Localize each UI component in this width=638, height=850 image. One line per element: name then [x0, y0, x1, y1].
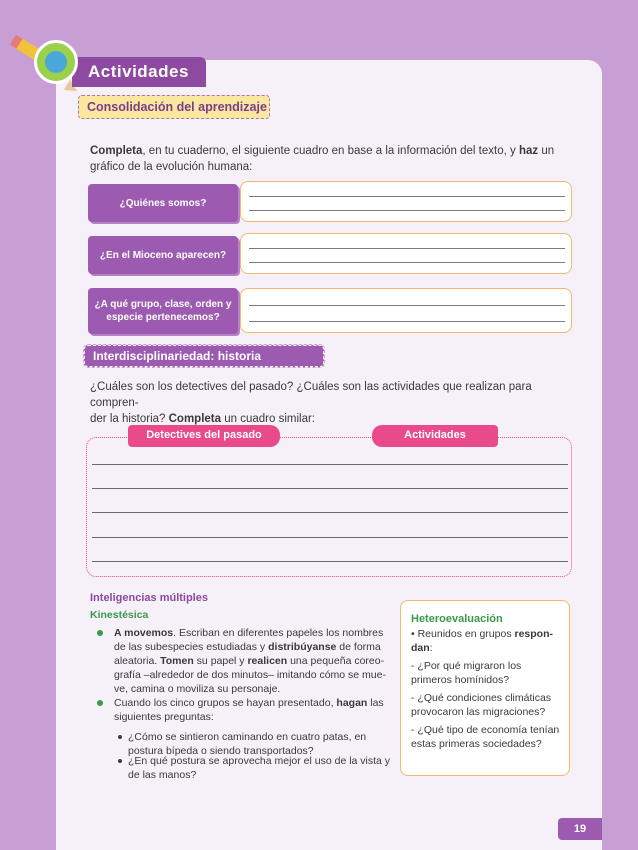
- question-label-line-1: ¿A qué grupo, clase, orden y: [94, 299, 232, 310]
- hetero-question-1: - ¿Por qué migraron los primeros homínidos?: [411, 660, 522, 686]
- bullet-text: siguientes preguntas:: [114, 711, 214, 723]
- interdisciplinary-bold: Completa: [168, 413, 222, 425]
- side-margin: [0, 0, 56, 850]
- table-line[interactable]: [92, 464, 568, 465]
- question-label-line-2: especie pertenecemos?: [106, 312, 220, 323]
- interdisciplinary-text-1: ¿Cuáles son los detectives del pasado? ¿Cuáles son las actividades que realizan para compren-: [90, 381, 532, 409]
- bullet-bold: realicen: [247, 655, 288, 667]
- kinesthetic-subtitle: Kinestésica: [90, 609, 149, 621]
- table-line[interactable]: [92, 537, 568, 538]
- question-box-2: [88, 236, 238, 274]
- hetero-bold: dan: [411, 642, 430, 654]
- bullet-text: grafía –alrededor de dos minutos– imitando cómo se mue-: [114, 669, 386, 681]
- detectives-table: [86, 437, 572, 577]
- answer-box-1[interactable]: [240, 181, 572, 222]
- answer-line: [249, 305, 565, 306]
- intro-bold-1: Completa: [90, 145, 143, 157]
- question-label: ¿Quiénes somos?: [119, 197, 207, 209]
- question-label: ¿En el Mioceno aparecen?: [99, 249, 227, 261]
- question-label: [95, 298, 232, 324]
- bullet-text: ve, camina o moviliza su personaje.: [114, 683, 281, 695]
- hetero-text: • Reunidos en grupos: [411, 628, 515, 640]
- answer-line: [249, 321, 565, 322]
- heteroevaluation-box: [400, 600, 570, 776]
- hetero-bold: respon-: [514, 628, 554, 640]
- bullet-bold: Tomen: [160, 655, 194, 667]
- page-number-label: 19: [573, 823, 587, 835]
- hetero-title: Heteroevaluación: [411, 613, 503, 625]
- activities-title: Actividades: [88, 62, 189, 81]
- column-label: Actividades: [404, 429, 466, 441]
- sub-bullet-2: [128, 754, 394, 782]
- bullet-text: de las manos?: [128, 769, 197, 781]
- question-box-1: [88, 184, 238, 222]
- bullet-text: ¿Cómo se sintieron caminando en cuatro patas, en: [128, 731, 367, 743]
- bullet-text: ¿En qué postura se aprovecha mejor el uso de la vista y: [128, 755, 391, 767]
- intro-bold-2: haz: [518, 145, 539, 157]
- activities-banner: [72, 57, 206, 87]
- section-title: Consolidación del aprendizaje: [87, 100, 267, 114]
- interdisciplinary-text-2: der la historia?: [90, 413, 169, 425]
- intelligences-title: Inteligencias múltiples: [90, 592, 208, 604]
- sub-bullet-icon: [118, 735, 122, 739]
- interdisciplinary-title: Interdisciplinariedad: historia: [93, 349, 262, 363]
- logo-icon: [34, 40, 78, 84]
- bullet-bold: hagan: [336, 697, 368, 709]
- answer-line: [249, 210, 565, 211]
- intro-text-2: un: [538, 145, 555, 157]
- bullet-1: [114, 626, 394, 696]
- bullet-icon: [97, 630, 103, 636]
- bullet-icon: [97, 700, 103, 706]
- interdisciplinary-text-3: un cuadro similar:: [221, 413, 315, 425]
- bullet-text: Cuando los cinco grupos se hayan presentado,: [114, 697, 337, 709]
- answer-line: [249, 196, 565, 197]
- hetero-instruction: [411, 627, 561, 655]
- answer-box-3[interactable]: [240, 288, 572, 333]
- table-line[interactable]: [92, 512, 568, 513]
- hetero-question-2: - ¿Qué condiciones climáticas provocaron las migraciones?: [411, 692, 552, 718]
- question-box-3: [88, 288, 238, 334]
- sub-bullet-icon: [118, 759, 122, 763]
- bullet-text: su papel y: [193, 655, 248, 667]
- hetero-text: :: [429, 642, 433, 654]
- bullet-text: las: [367, 697, 384, 709]
- page-number: [558, 818, 602, 840]
- bullet-2: [114, 696, 394, 724]
- bullet-text: . Escriban en diferentes papeles los nombres: [173, 627, 384, 639]
- answer-box-2[interactable]: [240, 233, 572, 274]
- answer-line: [249, 262, 565, 263]
- intro-text-3: gráfico de la evolución humana:: [90, 161, 253, 173]
- intro-paragraph: [90, 143, 580, 175]
- table-line[interactable]: [92, 488, 568, 489]
- bullet-text: de las subespecies estudiadas y: [114, 641, 269, 653]
- answer-line: [249, 248, 565, 249]
- interdisciplinary-tag: [84, 345, 324, 367]
- column-label: Detectives del pasado: [146, 429, 262, 441]
- bullet-text: aleatoria.: [114, 655, 161, 667]
- bullet-bold: A movemos: [114, 627, 174, 639]
- interdisciplinary-paragraph: [90, 379, 580, 427]
- bullet-bold: distribúyanse: [268, 641, 337, 653]
- intro-text-1: , en tu cuaderno, el siguiente cuadro en base a la información del texto, y: [142, 145, 519, 157]
- bullet-text: postura bípeda o siendo transportados?: [128, 745, 314, 757]
- section-tag: [78, 95, 270, 119]
- table-line[interactable]: [92, 561, 568, 562]
- column-header-detectives: [128, 425, 280, 447]
- logo-center-icon: [45, 51, 67, 73]
- bullet-text: una pequeña coreo-: [287, 655, 385, 667]
- hetero-question-3: - ¿Qué tipo de economía tenían estas primeras sociedades?: [411, 724, 560, 750]
- column-header-activities: [372, 425, 498, 447]
- bullet-text: de forma: [336, 641, 381, 653]
